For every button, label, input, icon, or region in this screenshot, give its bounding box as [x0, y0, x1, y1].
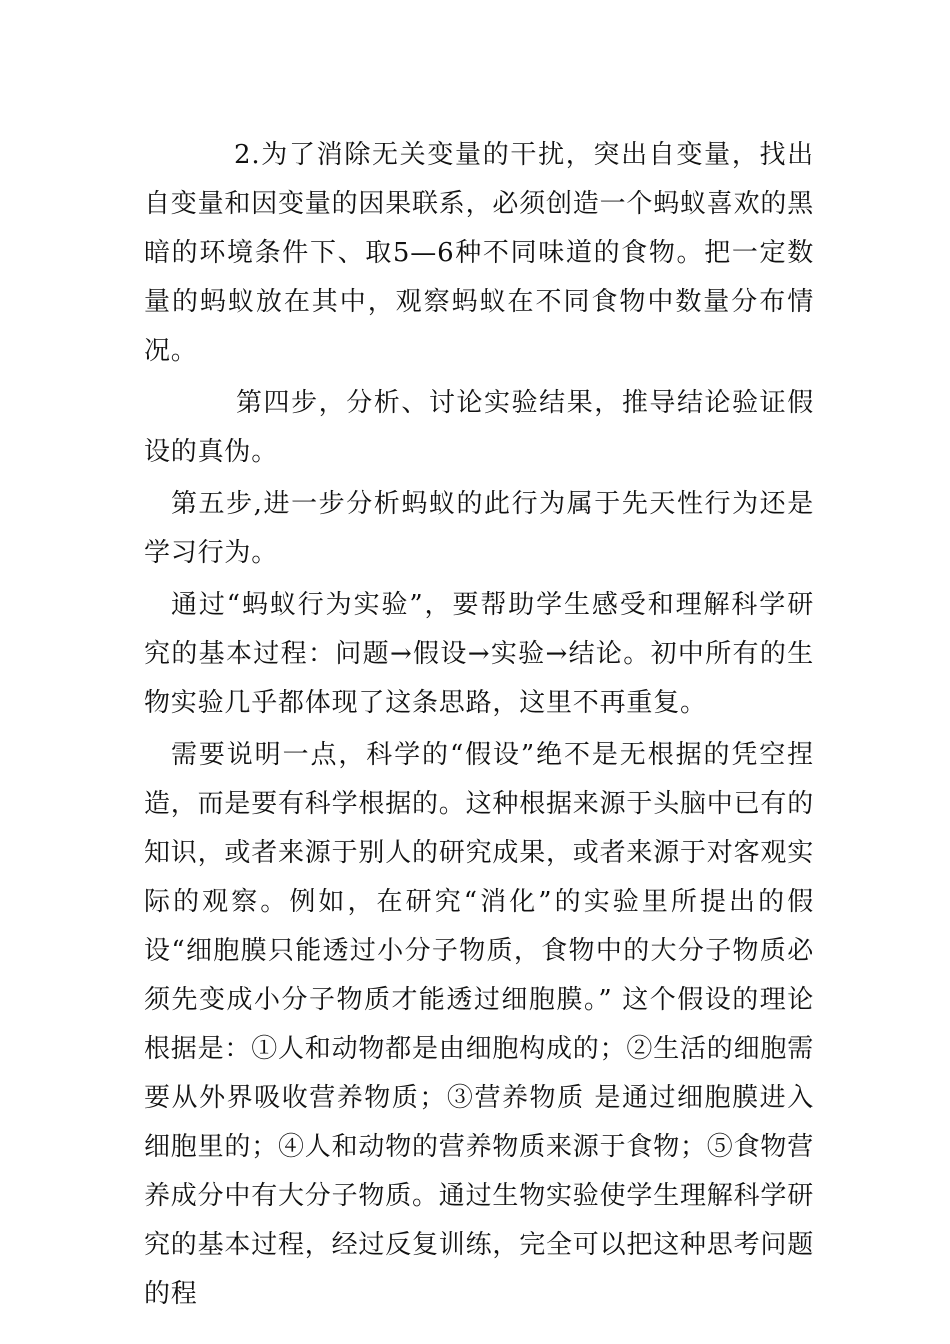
paragraph-step-five: 第五步,进一步分析蚂蚁的此行为属于先天性行为还是学习行为。: [144, 489, 814, 568]
paragraph-ant-experiment: 通过“蚂蚁行为实验”，要帮助学生感受和理解科学研究的基本过程：问题→假设→实验→结论。初中所有的生物实验几乎都体现了这条思路，这里不再重复。: [144, 590, 814, 718]
paragraph-hypothesis-note: 需要说明一点，科学的“假设”绝不是无根据的凭空捏造，而是要有科学根据的。这种根据来源于头脑中已有的知识，或者来源于别人的研究成果，或者来源于对客观实际的观察。例如，在研究“消化”的实验里所提出的假设“细胞膜只能透过小分子物质，食物中的大分子物质必须先变成小分子物质才能透过细胞膜。” 这个假设的理论根据是：①人和动物都是由细胞构成的；②生活的细胞需要从外界吸收营养物质；③营养物质 是通过细胞膜进入细胞里的；④人和动物的营养物质来源于食物；⑤食物营养成分中有大分子物质。通过生物实验使学生理解科学研究的基本过程，经过反复训练，完全可以把这种思考问题的程: [144, 740, 815, 1309]
paragraph-step-four: 第四步，分析、讨论实验结果，推导结论验证假设的真伪。: [144, 388, 814, 467]
document-body: [144, 131, 814, 1322]
paragraph-variable-control: 2.为了消除无关变量的干扰，突出自变量，找出自变量和因变量的因果联系，必须创造一个蚂蚁喜欢的黑暗的环境条件下、取5—6种不同味道的食物。把一定数量的蚂蚁放在其中，观察蚂蚁在不同食物中数量分布情况。: [144, 140, 815, 366]
